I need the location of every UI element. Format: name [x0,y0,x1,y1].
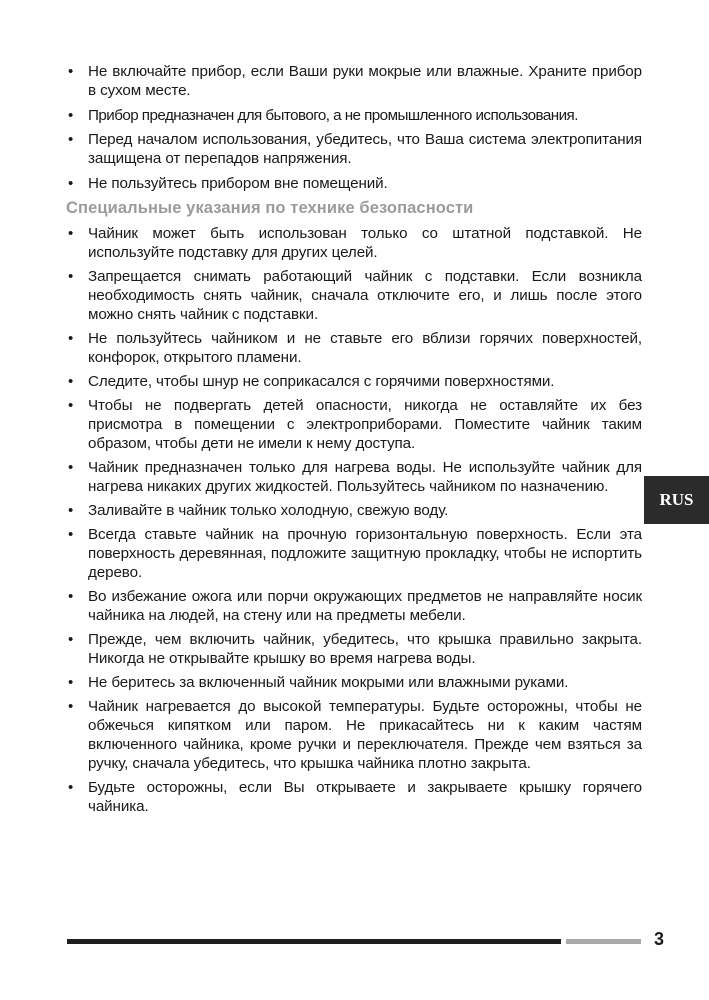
list-item: • Чайник может быть использован только со штатной подставкой. Не используйте подставку для других целей. [68,225,642,261]
bullet-icon: • [68,131,74,148]
list-item: • Будьте осторожны, если Вы открываете и закрываете крышку горячего чайника. [68,779,642,815]
list-item: • Во избежание ожога или порчи окружающих предметов не направляйте носик чайника на людей, на стену или на предметы мебели. [68,588,642,624]
bullet-icon: • [68,502,74,519]
list-item: • Следите, чтобы шнур не соприкасался с горячими поверхностями. [68,373,555,390]
list-item: • Не пользуйтесь прибором вне помещений. [68,174,388,192]
intro-bullet-list [66,62,642,193]
list-item: • Чайник нагревается до высокой температуры. Будьте осторожны, чтобы не обжечься кипятком или паром. Не прикасайтесь ни к каким частям включенного чайника, кроме ручки и переключателя. Прежде чем взяться за ручку, сначала убедитесь, что крышка чайника плотно закрыта. [68,698,642,772]
list-item: • Не включайте прибор, если Ваши руки мокрые или влажные. Храните прибор в сухом месте. [68,63,642,99]
bullet-icon: • [68,698,74,715]
bullet-icon: • [68,779,74,796]
footer-rule-dark [67,939,561,944]
list-item: • Чтобы не подвергать детей опасности, никогда не оставляйте их без присмотра в помещении с электроприборами. Поместите чайник таким образом, чтобы дети не имели к нему доступа. [68,397,642,452]
page-content [66,62,642,821]
bullet-icon: • [68,63,74,80]
bullet-icon: • [68,674,74,691]
list-item: • Не пользуйтесь чайником и не ставьте его вблизи горячих поверхностей, конфорок, открытого пламени. [68,330,642,366]
bullet-icon: • [68,106,74,124]
list-item: • Заливайте в чайник только холодную, свежую воду. [68,502,449,519]
list-item: • Всегда ставьте чайник на прочную горизонтальную поверхность. Если эта поверхность деревянная, подложите защитную прокладку, чтобы не испортить дерево. [68,526,642,581]
list-item: • Чайник предназначен только для нагрева воды. Не используйте чайник для нагрева никаких других жидкостей. Пользуйтесь чайником по назначению. [68,459,642,495]
list-item: • Запрещается снимать работающий чайник с подставки. Если возникла необходимость снять чайник, сначала отключите его, и лишь после этого можно снять чайник с подставки. [68,268,642,323]
bullet-icon: • [68,631,74,648]
bullet-icon: • [68,373,74,390]
bullet-icon: • [68,526,74,543]
page-number: 3 [654,929,665,949]
list-item: • Перед началом использования, убедитесь, что Ваша система электропитания защищена от перепадов напряжения. [68,131,642,167]
bullet-icon: • [68,588,74,605]
section-heading: Специальные указания по технике безопасности [66,199,474,217]
language-tab: RUS [644,476,709,524]
bullet-icon: • [68,174,74,192]
bullet-icon: • [68,225,74,242]
safety-bullet-list [66,224,642,816]
bullet-icon: • [68,268,74,285]
footer-rule-light [566,939,641,944]
list-item: • Прежде, чем включить чайник, убедитесь, что крышка правильно закрыта. Никогда не открывайте крышку во время нагрева воды. [68,631,642,667]
bullet-icon: • [68,397,74,414]
list-item: • Прибор предназначен для бытового, а не промышленного использования. [68,106,578,124]
bullet-icon: • [68,459,74,476]
bullet-icon: • [68,330,74,347]
list-item: • Не беритесь за включенный чайник мокрыми или влажными руками. [68,674,569,691]
